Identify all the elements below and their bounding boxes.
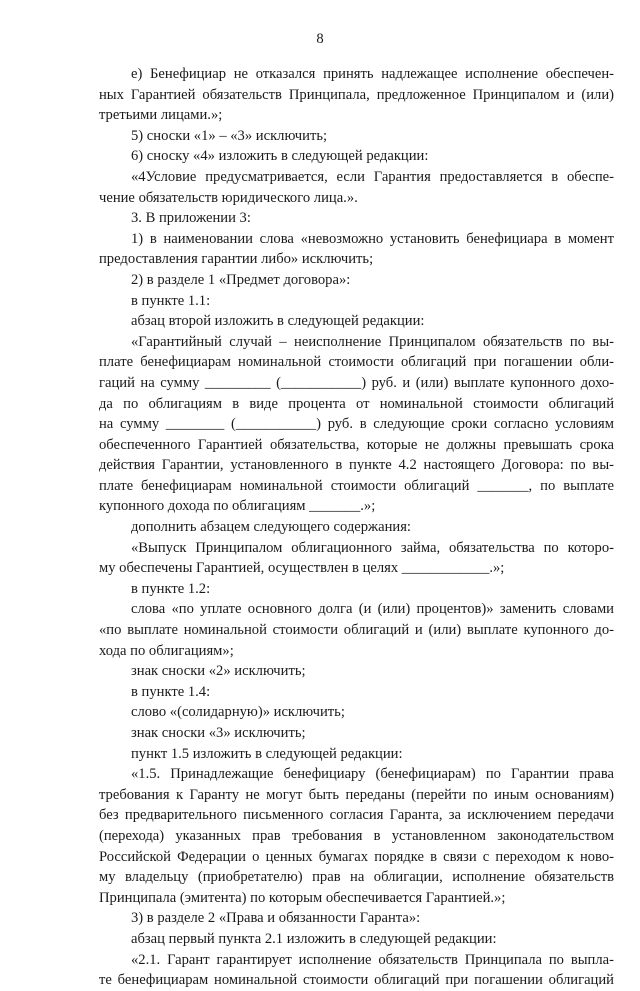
text-line: хода по облигациям»; xyxy=(99,642,234,659)
text-line: слова «по уплате основного долга (и (или) процентов)» заменить словами xyxy=(131,601,614,618)
text-line: чение обязательств юридического лица.». xyxy=(99,189,358,206)
text-line: Принципала (эмитента) по которым обеспечивается Гарантией.»; xyxy=(99,889,506,906)
text-line: в пункте 1.4: xyxy=(131,683,211,700)
text-line: ных Гарантией обязательств Принципала, предложенное Принципалом и (или) xyxy=(99,86,614,103)
text-line: купонного дохода по облигациям _______.»; xyxy=(99,498,376,515)
text-line: те бенефициарам номинальной стоимости облигаций при погашении облигаций xyxy=(99,972,614,989)
text-line: дополнить абзацем следующего содержания: xyxy=(131,519,411,536)
text-line: в пункте 1.1: xyxy=(131,292,211,309)
text-line: гаций на сумму _________ (___________) руб. и (или) выплате купонного дохо- xyxy=(99,374,614,391)
text-line: знак сноски «2» исключить; xyxy=(131,663,306,680)
page-number: 8 xyxy=(316,31,324,47)
text-line: «2.1. Гарант гарантирует исполнение обязательств Принципала по выпла- xyxy=(131,951,614,968)
text-line: предоставления гарантии либо» исключить; xyxy=(99,251,374,268)
text-line: (перехода) указанных прав требования в установленном законодательством xyxy=(99,827,614,844)
text-line: 6) сноску «4» изложить в следующей редакции: xyxy=(131,148,429,165)
document-body xyxy=(99,64,614,991)
text-line: пункт 1.5 изложить в следующей редакции: xyxy=(131,745,403,762)
text-line: «1.5. Принадлежащие бенефициару (бенефициарам) по Гарантии права xyxy=(131,766,614,783)
text-line: плате бенефициарам номинальной стоимости облигаций при погашении обли- xyxy=(99,354,614,371)
text-line: 2) в разделе 1 «Предмет договора»: xyxy=(131,271,351,288)
text-line: знак сноски «3» исключить; xyxy=(131,725,306,741)
text-line: да по облигациям в виде процента от номинальной стоимости облигаций xyxy=(99,395,614,412)
text-line: в пункте 1.2: xyxy=(131,580,211,597)
text-line: му обеспечены Гарантией, осуществлен в целях ____________.»; xyxy=(99,560,505,577)
text-line: плате бенефициарам номинальной стоимости облигаций _______, по выплате xyxy=(99,477,614,494)
text-line: абзац первый пункта 2.1 изложить в следующей редакции: xyxy=(131,930,497,947)
text-line: му владельцу (приобретателю) прав на облигации, исполнение обязательств xyxy=(99,869,614,886)
text-line: 5) сноски «1» – «3» исключить; xyxy=(131,127,328,144)
text-line: третьими лицами.»; xyxy=(99,107,223,124)
text-line: на сумму ________ (___________) руб. в следующие сроки согласно условиям xyxy=(99,416,614,433)
text-line: «4Условие предусматривается, если Гарантия предоставляется в обеспе- xyxy=(131,168,614,185)
text-line: «Выпуск Принципалом облигационного займа, обязательства по которо- xyxy=(131,539,614,556)
text-line: абзац второй изложить в следующей редакции: xyxy=(131,313,425,330)
text-line: 3) в разделе 2 «Права и обязанности Гаранта»: xyxy=(131,910,421,927)
text-line: действия Гарантии, установленного в пункте 4.2 настоящего Договора: по вы- xyxy=(99,457,614,474)
text-line: 1) в наименовании слова «невозможно установить бенефициара в момент xyxy=(131,230,614,247)
text-line: 3. В приложении 3: xyxy=(131,210,251,227)
text-line: требования к Гаранту не могут быть переданы (перейти по иным основаниям) xyxy=(99,786,614,803)
text-line: обеспеченного Гарантией обязательства, которые не должны превышать срока xyxy=(99,436,614,453)
text-line: «Гарантийный случай – неисполнение Принципалом обязательств по вы- xyxy=(131,333,614,350)
text-line: без предварительного письменного согласия Гаранта, за исключением передачи xyxy=(99,807,614,824)
text-line: «по выплате номинальной стоимости облигаций и (или) выплате купонного до- xyxy=(99,622,614,639)
text-line: Российской Федерации о ценных бумагах порядке в связи с переходом к ново- xyxy=(99,848,614,865)
text-line: слово «(солидарную)» исключить; xyxy=(131,704,345,721)
text-line: е) Бенефициар не отказался принять надлежащее исполнение обеспечен- xyxy=(131,66,614,82)
